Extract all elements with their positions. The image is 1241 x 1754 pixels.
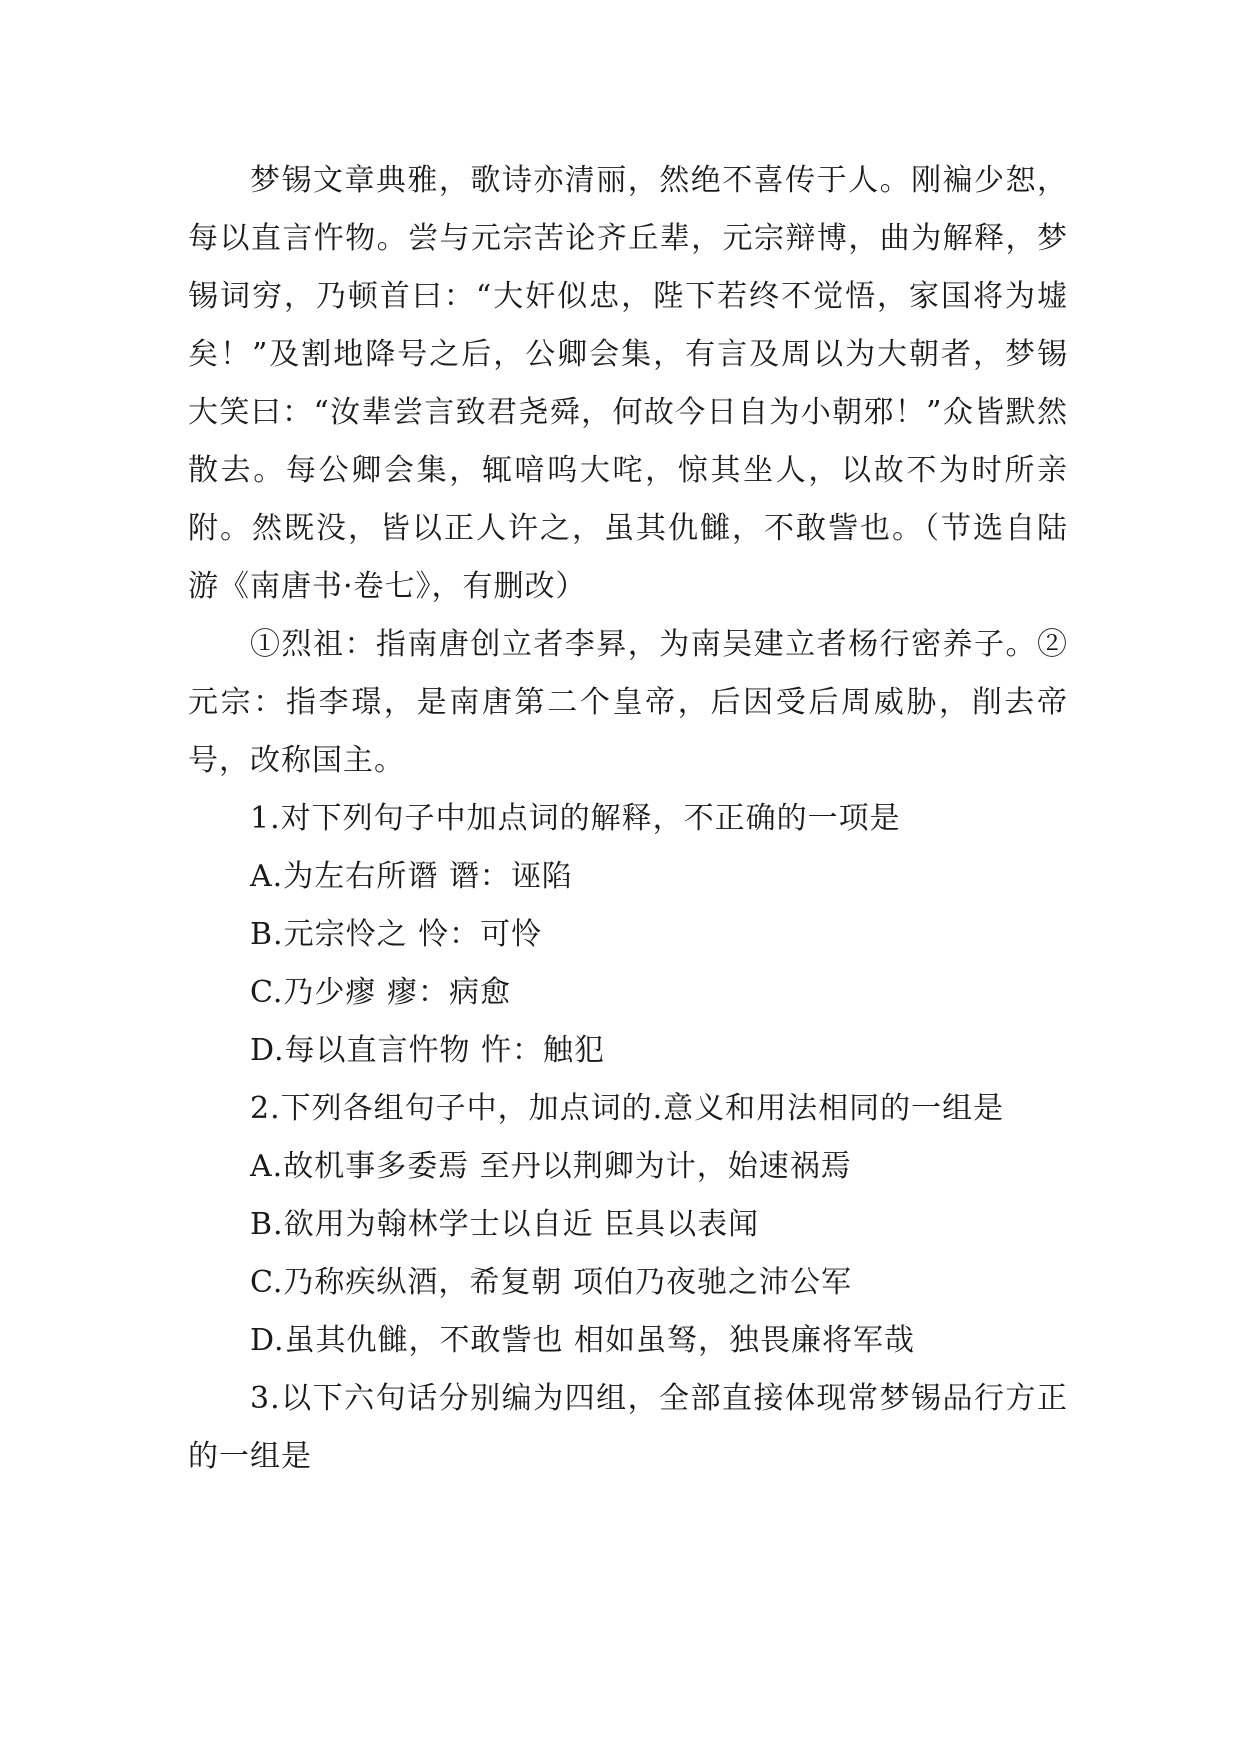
passage-notes: ①烈祖：指南唐创立者李昪，为南吴建立者杨行密养子。②元宗：指李璟，是南唐第二个皇帝，后因受后周威胁，削去帝号，改称国主。 [188,627,1068,778]
option-c: C.乃少瘳 瘳：病愈 [250,975,511,1010]
question-stem: 3.以下六句话分别编为四组，全部直接体现常梦锡品行方正的一组是 [188,1381,1068,1474]
option-a: A.故机事多委焉 至丹以荆卿为计，始速祸焉 [250,1149,852,1184]
option-c: C.乃称疾纵酒，希复朝 项伯乃夜驰之沛公军 [250,1265,852,1300]
question-stem: 1.对下列句子中加点词的解释，不正确的一项是 [250,801,901,836]
option-b: B.元宗怜之 怜：可怜 [250,917,543,952]
option-d: D.每以直言忤物 忤：触犯 [250,1033,606,1068]
option-a: A.为左右所谮 谮：诬陷 [250,859,573,894]
question-3 [188,1370,1068,1486]
option-b: B.欲用为翰林学士以自近 臣具以表闻 [250,1207,760,1242]
passage-paragraph: 梦锡文章典雅，歌诗亦清丽，然绝不喜传于人。刚褊少恕，每以直言忤物。尝与元宗苦论齐丘辈，元宗辩博，曲为解释，梦锡词穷，乃顿首曰：“大奸似忠，陛下若终不觉悟，家国将为墟矣！”及割地降号之后，公卿会集，有言及周以为大朝者，梦锡大笑曰：“汝辈尝言致君尧舜，何故今日自为小朝邪！”众皆默然散去。每公卿会集，辄喑呜大咤，惊其坐人，以故不为时所亲附。然既没，皆以正人许之，虽其仇雠，不敢訾也。（节选自陆游《南唐书·卷七》，有删改） [188,163,1068,604]
question-2 [188,1080,1068,1370]
document-page [188,152,1068,1486]
question-1 [188,790,1068,1080]
question-stem: 2.下列各组句子中，加点词的.意义和用法相同的一组是 [250,1091,1005,1126]
option-d: D.虽其仇雠，不敢訾也 相如虽驽，独畏廉将军哉 [250,1323,916,1358]
